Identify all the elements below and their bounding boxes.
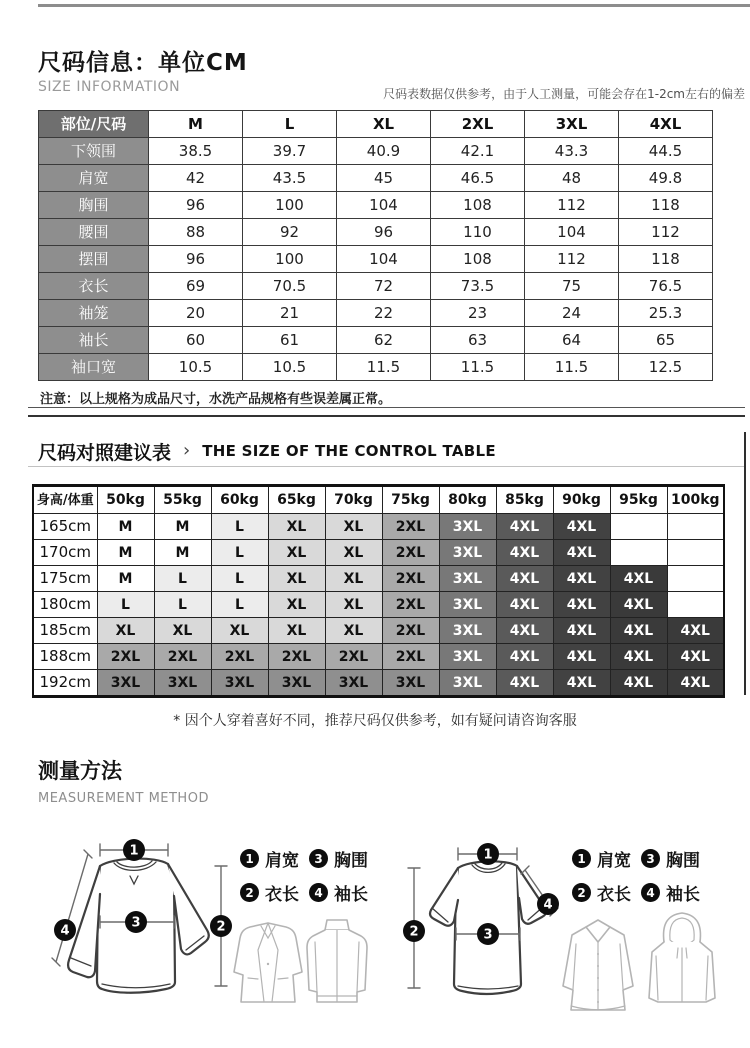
size-row [39,138,713,165]
legend-label: 衣长 [597,885,631,905]
measure-value: 38.5 [149,138,243,165]
hoodie-icon [642,908,722,1014]
size-table-note [40,388,391,407]
weight-header: 75kg [382,486,439,514]
legend-label: 衣长 [265,885,299,905]
svg-text:1: 1 [129,843,139,859]
rec-row [33,566,724,592]
rec-size-cell: L [211,566,268,592]
legend-number-badge: 3 [309,849,328,868]
measure-value: 20 [149,300,243,327]
legend-label: 胸围 [666,851,700,871]
measure-value: 100 [243,192,337,219]
weight-header: 100kg [667,486,724,514]
measure-value: 44.5 [619,138,713,165]
rec-size-cell: 4XL [610,644,667,670]
measure-value: 63 [431,327,525,354]
legend-label: 肩宽 [265,851,299,871]
chevron-right-icon: › [183,439,191,461]
rec-size-cell: 4XL [496,644,553,670]
height-label: 175cm [33,566,97,592]
legend-line [572,846,710,871]
rec-size-cell: XL [97,618,154,644]
rec-size-cell: 2XL [382,540,439,566]
rec-size-cell: 4XL [667,618,724,644]
measure-label: 摆围 [39,246,149,273]
rec-size-cell: L [154,566,211,592]
height-label: 192cm [33,670,97,697]
height-label: 170cm [33,540,97,566]
height-label: 185cm [33,618,97,644]
legend-number-badge: 1 [572,849,591,868]
rec-size-cell: 4XL [610,592,667,618]
rec-size-cell: XL [325,566,382,592]
weight-header: 60kg [211,486,268,514]
rec-size-cell: 2XL [154,644,211,670]
rec-size-cell: M [97,540,154,566]
rec-size-cell: 4XL [553,592,610,618]
rec-size-cell: XL [268,592,325,618]
note-body: 以上规格为成品尺寸，水洗产品规格有些误差属正常。 [79,392,392,407]
rec-size-cell: 2XL [382,514,439,540]
rec-size-cell [667,592,724,618]
legend-label: 袖长 [666,885,700,905]
rec-size-cell: 2XL [382,644,439,670]
rec-size-cell: 4XL [610,670,667,697]
rec-size-cell: 4XL [553,644,610,670]
rec-size-cell: 2XL [382,566,439,592]
size-table-header-row [39,111,713,138]
size-col-header: 2XL [431,111,525,138]
size-col-header: 3XL [525,111,619,138]
rec-size-cell: 4XL [667,670,724,697]
left-legend [240,846,378,914]
marker-length [403,920,425,942]
height-label: 188cm [33,644,97,670]
svg-text:4: 4 [543,897,553,913]
rec-size-cell: 3XL [97,670,154,697]
size-row [39,219,713,246]
measure-label: 袖长 [39,327,149,354]
weight-header: 95kg [610,486,667,514]
rec-size-cell [667,514,724,540]
measure-value: 12.5 [619,354,713,381]
measure-value: 11.5 [525,354,619,381]
measure-value: 112 [525,246,619,273]
rec-size-cell: 3XL [439,540,496,566]
rec-row [33,618,724,644]
size-col-header: L [243,111,337,138]
marker-shoulder [477,843,499,865]
size-table [38,110,713,381]
measure-value: 10.5 [149,354,243,381]
rec-size-cell: XL [325,514,382,540]
measure-label: 袖口宽 [39,354,149,381]
legend-number-badge: 2 [572,883,591,902]
divider-line-thin [28,407,745,408]
measure-value: 43.3 [525,138,619,165]
rec-size-cell: 4XL [496,540,553,566]
rec-size-cell: XL [268,618,325,644]
legend-number-badge: 2 [240,883,259,902]
rec-row [33,670,724,697]
marker-chest [477,923,499,945]
rec-size-cell: M [97,566,154,592]
rec-size-cell: 4XL [610,566,667,592]
rec-size-cell: 4XL [496,670,553,697]
rec-size-cell: 3XL [268,670,325,697]
measure-value: 100 [243,246,337,273]
measure-value: 64 [525,327,619,354]
rec-row [33,644,724,670]
rec-size-cell: L [211,592,268,618]
rec-size-cell: 4XL [667,644,724,670]
blazer-icon [228,916,308,1008]
measure-value: 49.8 [619,165,713,192]
weight-header: 50kg [97,486,154,514]
rec-size-cell [610,514,667,540]
measure-value: 46.5 [431,165,525,192]
rec-size-cell: XL [154,618,211,644]
measure-value: 42.1 [431,138,525,165]
measure-value: 73.5 [431,273,525,300]
rec-size-cell: 4XL [496,618,553,644]
svg-text:4: 4 [60,923,70,939]
measure-value: 76.5 [619,273,713,300]
right-edge-line [744,432,746,695]
rec-size-cell: XL [211,618,268,644]
svg-text:3: 3 [131,915,141,931]
measure-value: 118 [619,246,713,273]
right-legend [572,846,710,914]
size-disclaimer: 尺码表数据仅供参考，由于人工测量，可能会存在1-2cm左右的偏差 [383,87,745,101]
measure-value: 61 [243,327,337,354]
measure-value: 96 [149,192,243,219]
size-row [39,192,713,219]
divider-line-thick [28,415,745,417]
size-table-body [39,138,713,381]
measure-label: 胸围 [39,192,149,219]
measure-value: 10.5 [243,354,337,381]
weight-header: 90kg [553,486,610,514]
rec-size-cell: 2XL [382,592,439,618]
height-label: 180cm [33,592,97,618]
measurement-subtitle: MEASUREMENT METHOD [38,791,209,806]
measure-value: 62 [337,327,431,354]
recommend-title: 尺码对照建议表 [38,441,172,464]
rec-size-cell: 3XL [439,670,496,697]
longsleeve-measure-diagram [28,836,243,1024]
rec-size-cell: 2XL [97,644,154,670]
rec-size-cell: 4XL [553,566,610,592]
rec-size-cell: 4XL [553,514,610,540]
measure-value: 43.5 [243,165,337,192]
recommend-footnote: * 因个人穿着喜好不同，推荐尺码仅供参考，如有疑问请咨询客服 [173,713,577,729]
legend-label: 肩宽 [597,851,631,871]
rec-size-cell [667,540,724,566]
measure-value: 40.9 [337,138,431,165]
measure-value: 104 [337,246,431,273]
rec-size-cell: 4XL [553,670,610,697]
rec-size-cell [610,540,667,566]
measure-label: 下领围 [39,138,149,165]
measure-value: 112 [619,219,713,246]
legend-number-badge: 4 [309,883,328,902]
size-row [39,246,713,273]
measure-value: 24 [525,300,619,327]
recommend-table [32,484,725,698]
svg-text:3: 3 [483,927,493,943]
size-col-header: 4XL [619,111,713,138]
measure-value: 112 [525,192,619,219]
size-info-title: 尺码信息：单位CM [38,50,248,76]
rec-size-cell: M [154,540,211,566]
zip-jacket-icon [300,912,374,1008]
legend-number-badge: 4 [641,883,660,902]
measure-value: 70.5 [243,273,337,300]
measure-value: 96 [337,219,431,246]
measure-value: 25.3 [619,300,713,327]
marker-sleeve [54,919,76,941]
svg-text:2: 2 [216,919,226,935]
legend-line [240,846,378,871]
rec-size-cell: M [154,514,211,540]
size-info-subtitle: SIZE INFORMATION [38,79,181,95]
rec-size-cell: 3XL [211,670,268,697]
dress-shirt-icon [556,914,640,1016]
rec-size-cell: L [97,592,154,618]
measure-value: 22 [337,300,431,327]
weight-header: 55kg [154,486,211,514]
rec-size-cell: 3XL [439,644,496,670]
rec-size-cell: 4XL [496,592,553,618]
measure-value: 118 [619,192,713,219]
measure-value: 110 [431,219,525,246]
rec-size-cell: 2XL [325,644,382,670]
rec-size-cell: 4XL [496,514,553,540]
svg-text:1: 1 [483,847,493,863]
recommend-section-header [38,438,496,464]
measure-label: 肩宽 [39,165,149,192]
measure-label: 衣长 [39,273,149,300]
measure-value: 104 [525,219,619,246]
size-corner-header: 部位/尺码 [39,111,149,138]
rec-size-cell: 3XL [325,670,382,697]
legend-label: 胸围 [334,851,368,871]
measure-value: 69 [149,273,243,300]
svg-text:2: 2 [409,924,419,940]
measure-value: 11.5 [431,354,525,381]
marker-sleeve [537,893,559,915]
marker-shoulder [123,839,145,861]
rec-size-cell: 4XL [496,566,553,592]
measure-value: 108 [431,192,525,219]
rec-size-cell: 3XL [439,566,496,592]
rec-table-header-row [33,486,724,514]
weight-header: 80kg [439,486,496,514]
size-row [39,327,713,354]
rec-size-cell: XL [325,592,382,618]
rec-size-cell: 3XL [439,592,496,618]
weight-header: 70kg [325,486,382,514]
measure-value: 23 [431,300,525,327]
legend-number-badge: 1 [240,849,259,868]
rec-size-cell: 3XL [382,670,439,697]
size-row [39,273,713,300]
size-row [39,300,713,327]
measure-value: 11.5 [337,354,431,381]
rec-size-cell: 4XL [610,618,667,644]
top-divider-bar [38,4,750,7]
measure-value: 65 [619,327,713,354]
measure-value: 72 [337,273,431,300]
measure-value: 39.7 [243,138,337,165]
measure-value: 96 [149,246,243,273]
size-col-header: M [149,111,243,138]
measure-label: 腰围 [39,219,149,246]
measure-value: 60 [149,327,243,354]
rec-size-cell [667,566,724,592]
size-col-header: XL [337,111,431,138]
rec-size-cell: L [211,514,268,540]
rec-row [33,540,724,566]
legend-number-badge: 3 [641,849,660,868]
rec-size-cell: XL [325,540,382,566]
recommend-subtitle-en: THE SIZE OF THE CONTROL TABLE [202,442,496,460]
rec-size-cell: 4XL [553,618,610,644]
measure-value: 48 [525,165,619,192]
legend-line [240,880,378,905]
rec-size-cell: XL [268,540,325,566]
size-row [39,165,713,192]
rec-size-cell: 4XL [553,540,610,566]
rec-size-cell: XL [268,566,325,592]
tshirt-measure-diagram [398,836,578,1024]
measure-value: 21 [243,300,337,327]
weight-header: 65kg [268,486,325,514]
measure-value: 75 [525,273,619,300]
rec-row [33,592,724,618]
measure-value: 88 [149,219,243,246]
measure-value: 42 [149,165,243,192]
legend-line [572,880,710,905]
measure-value: 108 [431,246,525,273]
rec-size-cell: L [211,540,268,566]
measurement-title: 测量方法 [38,759,122,783]
measure-label: 袖笼 [39,300,149,327]
weight-header: 85kg [496,486,553,514]
legend-label: 袖长 [334,885,368,905]
measure-value: 104 [337,192,431,219]
height-label: 165cm [33,514,97,540]
measure-value: 45 [337,165,431,192]
rec-size-cell: 3XL [439,514,496,540]
measure-value: 92 [243,219,337,246]
note-prefix: 注意： [40,392,80,407]
divider-line-gray [28,466,745,467]
rec-size-cell: 2XL [382,618,439,644]
rec-size-cell: 2XL [211,644,268,670]
rec-row [33,514,724,540]
rec-size-cell: XL [268,514,325,540]
rec-size-cell: XL [325,618,382,644]
rec-corner-header: 身高/体重 [33,486,97,514]
rec-size-cell: M [97,514,154,540]
rec-table-body [33,514,724,697]
rec-size-cell: 3XL [439,618,496,644]
marker-chest [125,911,147,933]
rec-size-cell: 2XL [268,644,325,670]
size-row [39,354,713,381]
rec-size-cell: L [154,592,211,618]
rec-size-cell: 3XL [154,670,211,697]
